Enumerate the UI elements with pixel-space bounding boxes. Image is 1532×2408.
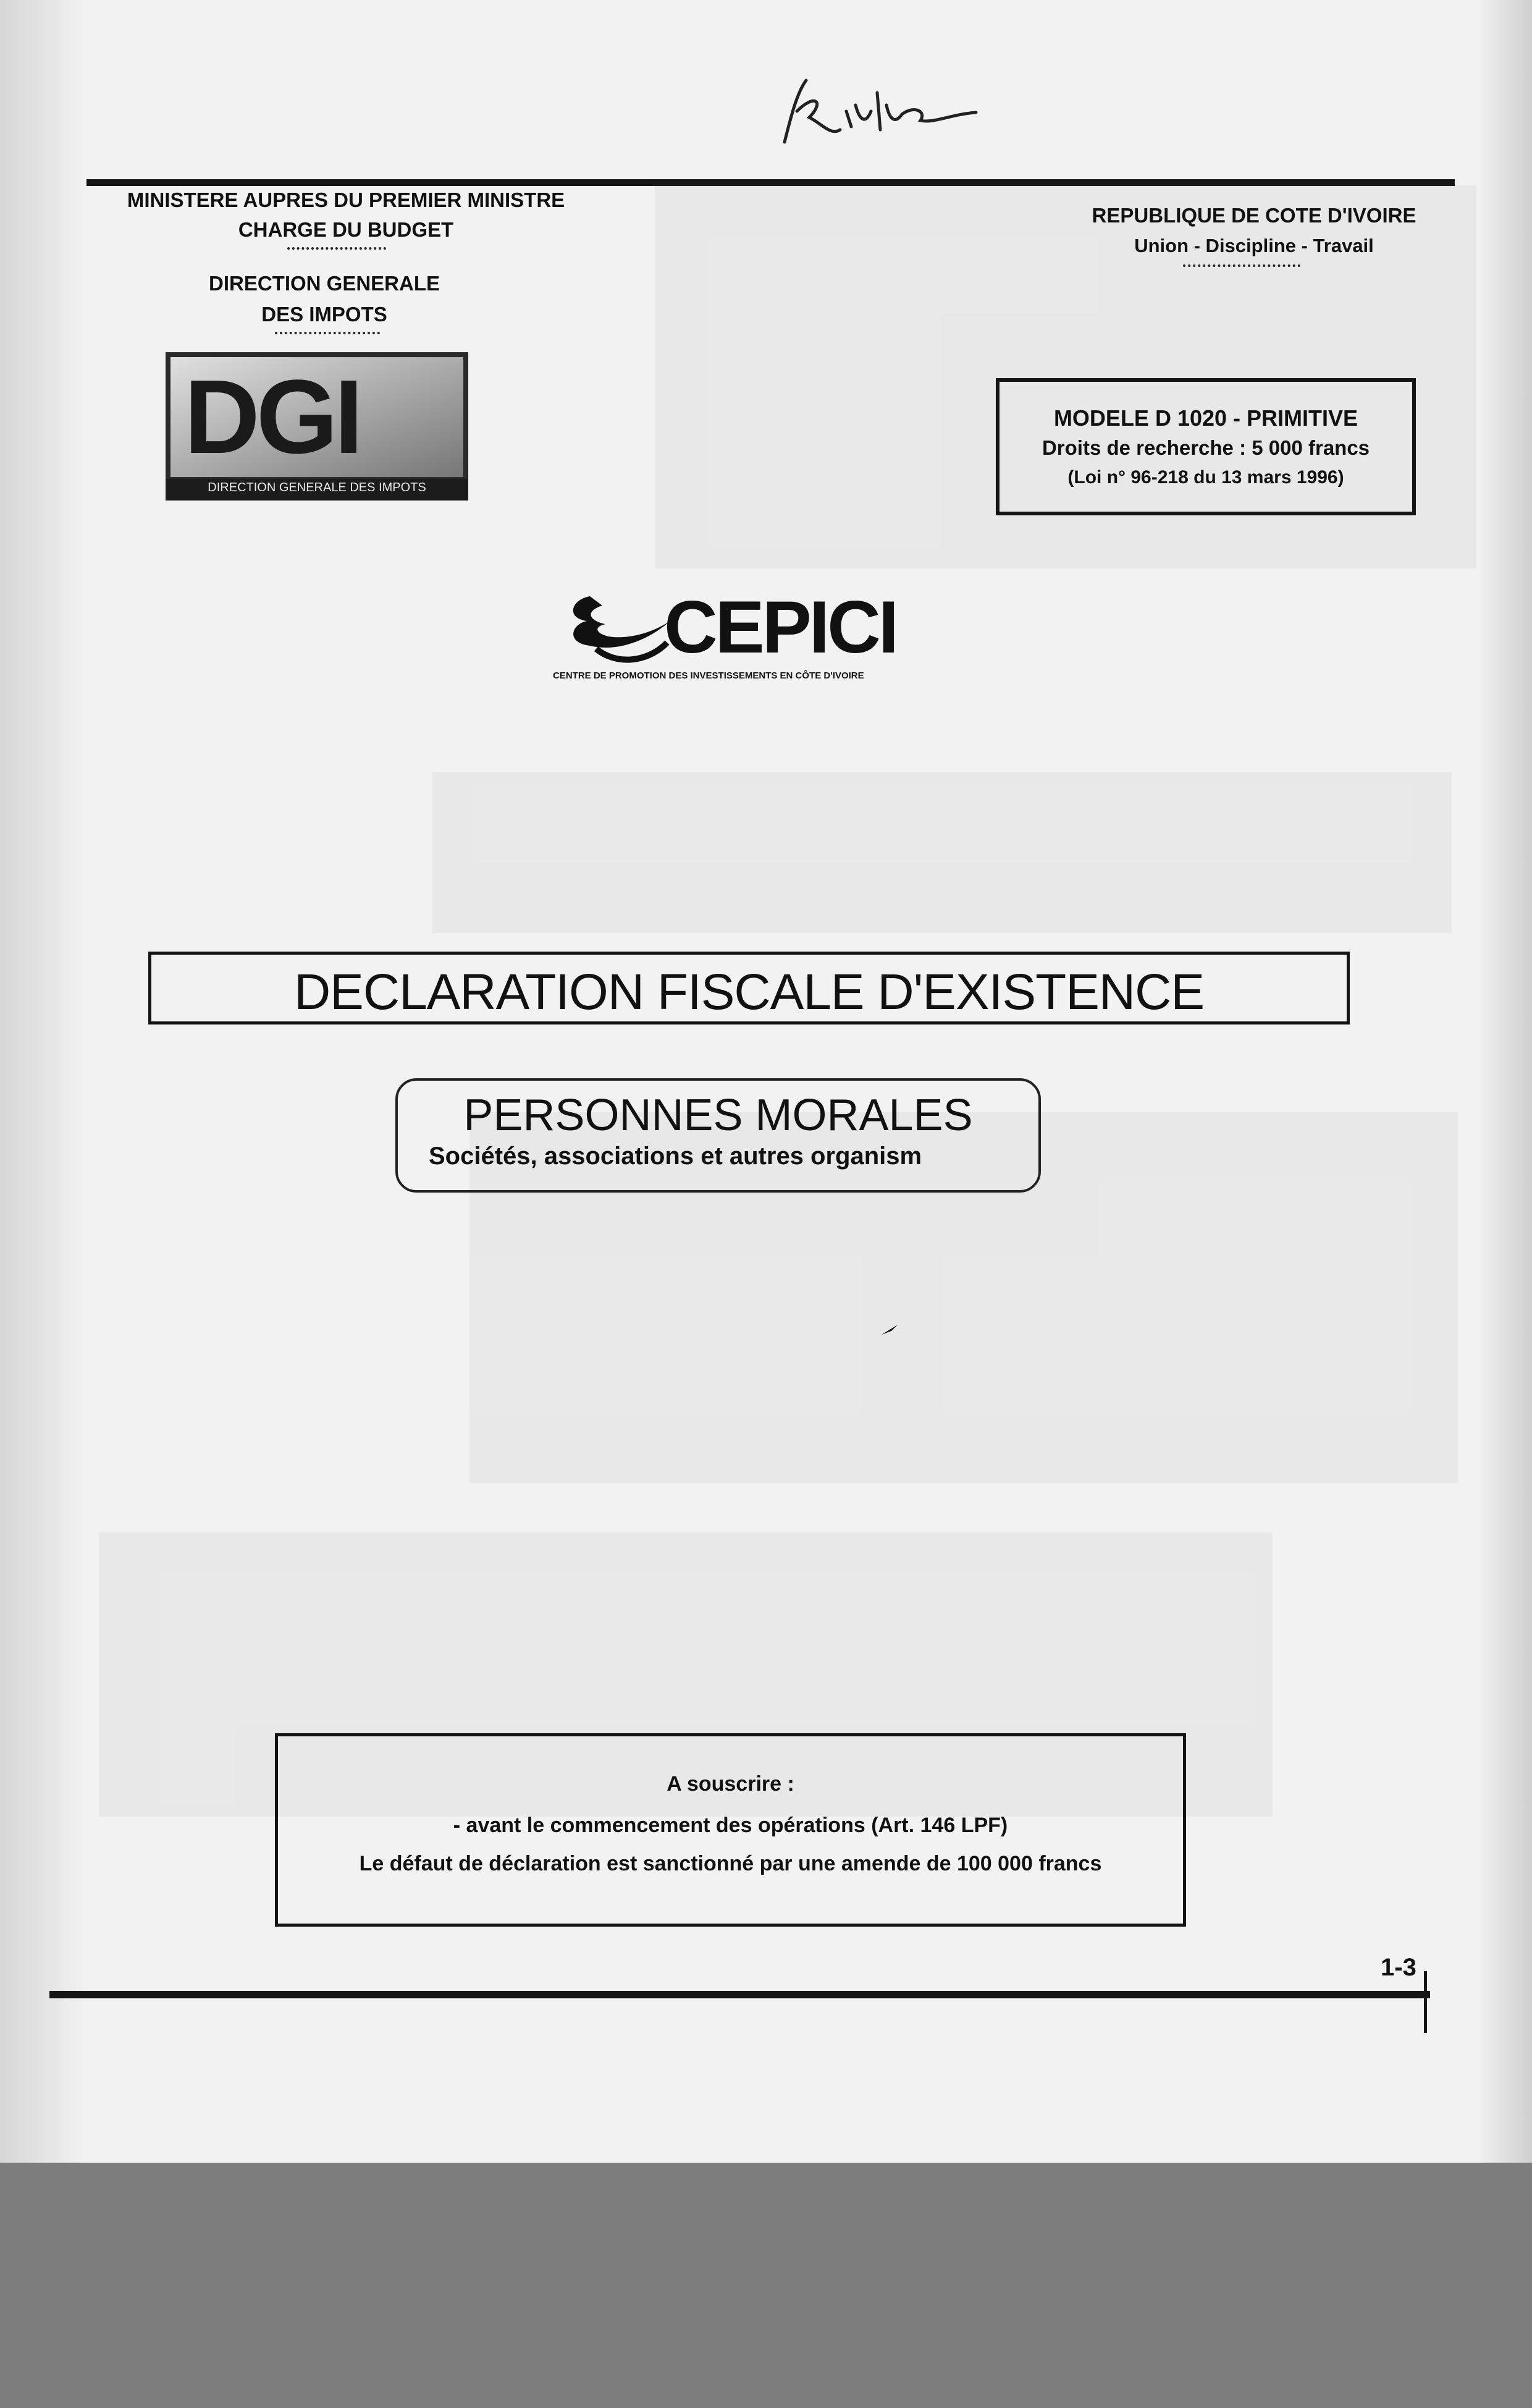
cepici-emblem-icon: [553, 584, 676, 677]
scan-shadow-left: [0, 0, 86, 2163]
country-motto: Union - Discipline - Travail: [1134, 235, 1374, 256]
subtitle-subheading: Sociétés, associations et autres organism: [429, 1143, 922, 1170]
notice-line-1: A souscrire :: [667, 1772, 794, 1796]
scan-shadow-right: [1476, 0, 1532, 2163]
notice-line-2: - avant le commencement des opérations (Art. 146 LPF): [453, 1814, 1008, 1837]
research-fee: Droits de recherche : 5 000 francs: [1042, 436, 1370, 459]
page-number: 1-3: [1381, 1954, 1416, 1981]
model-info-box: [996, 378, 1416, 515]
cepici-tagline: CENTRE DE PROMOTION DES INVESTISSEMENTS EN CÔTE D'IVOIRE: [553, 670, 864, 681]
dgi-logo-letters: DGI: [184, 358, 360, 476]
cepici-name: CEPICI: [664, 586, 897, 669]
bleed-through-area: [432, 772, 1452, 933]
stray-mark-icon: [880, 1322, 899, 1338]
page-corner-rule: [1424, 1971, 1427, 2033]
dotted-separator: [287, 247, 386, 250]
top-rule: [86, 179, 1455, 186]
subtitle-box: [395, 1078, 1041, 1193]
ministry-line-2: CHARGE DU BUDGET: [238, 218, 454, 241]
subtitle-heading: PERSONNES MORALES: [463, 1091, 973, 1140]
ministry-line-1: MINISTERE AUPRES DU PREMIER MINISTRE: [127, 188, 565, 211]
dgi-logo-caption: DIRECTION GENERALE DES IMPOTS: [208, 481, 426, 494]
dgi-logo: [166, 352, 468, 501]
main-title: DECLARATION FISCALE D'EXISTENCE: [293, 964, 1205, 1020]
model-number: MODELE D 1020 - PRIMITIVE: [1053, 405, 1358, 431]
main-title-box: [148, 952, 1350, 1024]
handwritten-signature: [772, 68, 995, 161]
notice-line-3: Le défaut de déclaration est sanctionné par une amende de 100 000 francs: [359, 1852, 1102, 1875]
dotted-separator: [275, 332, 380, 334]
direction-line-1: DIRECTION GENERALE: [208, 272, 440, 295]
cepici-logo: [553, 584, 924, 695]
country-name: REPUBLIQUE DE COTE D'IVOIRE: [1092, 204, 1416, 227]
direction-line-2: DES IMPOTS: [261, 303, 387, 326]
bottom-rule: [49, 1991, 1430, 1998]
notice-box: [275, 1733, 1186, 1927]
dotted-separator: [1183, 264, 1300, 267]
law-reference: (Loi n° 96-218 du 13 mars 1996): [1067, 467, 1344, 488]
